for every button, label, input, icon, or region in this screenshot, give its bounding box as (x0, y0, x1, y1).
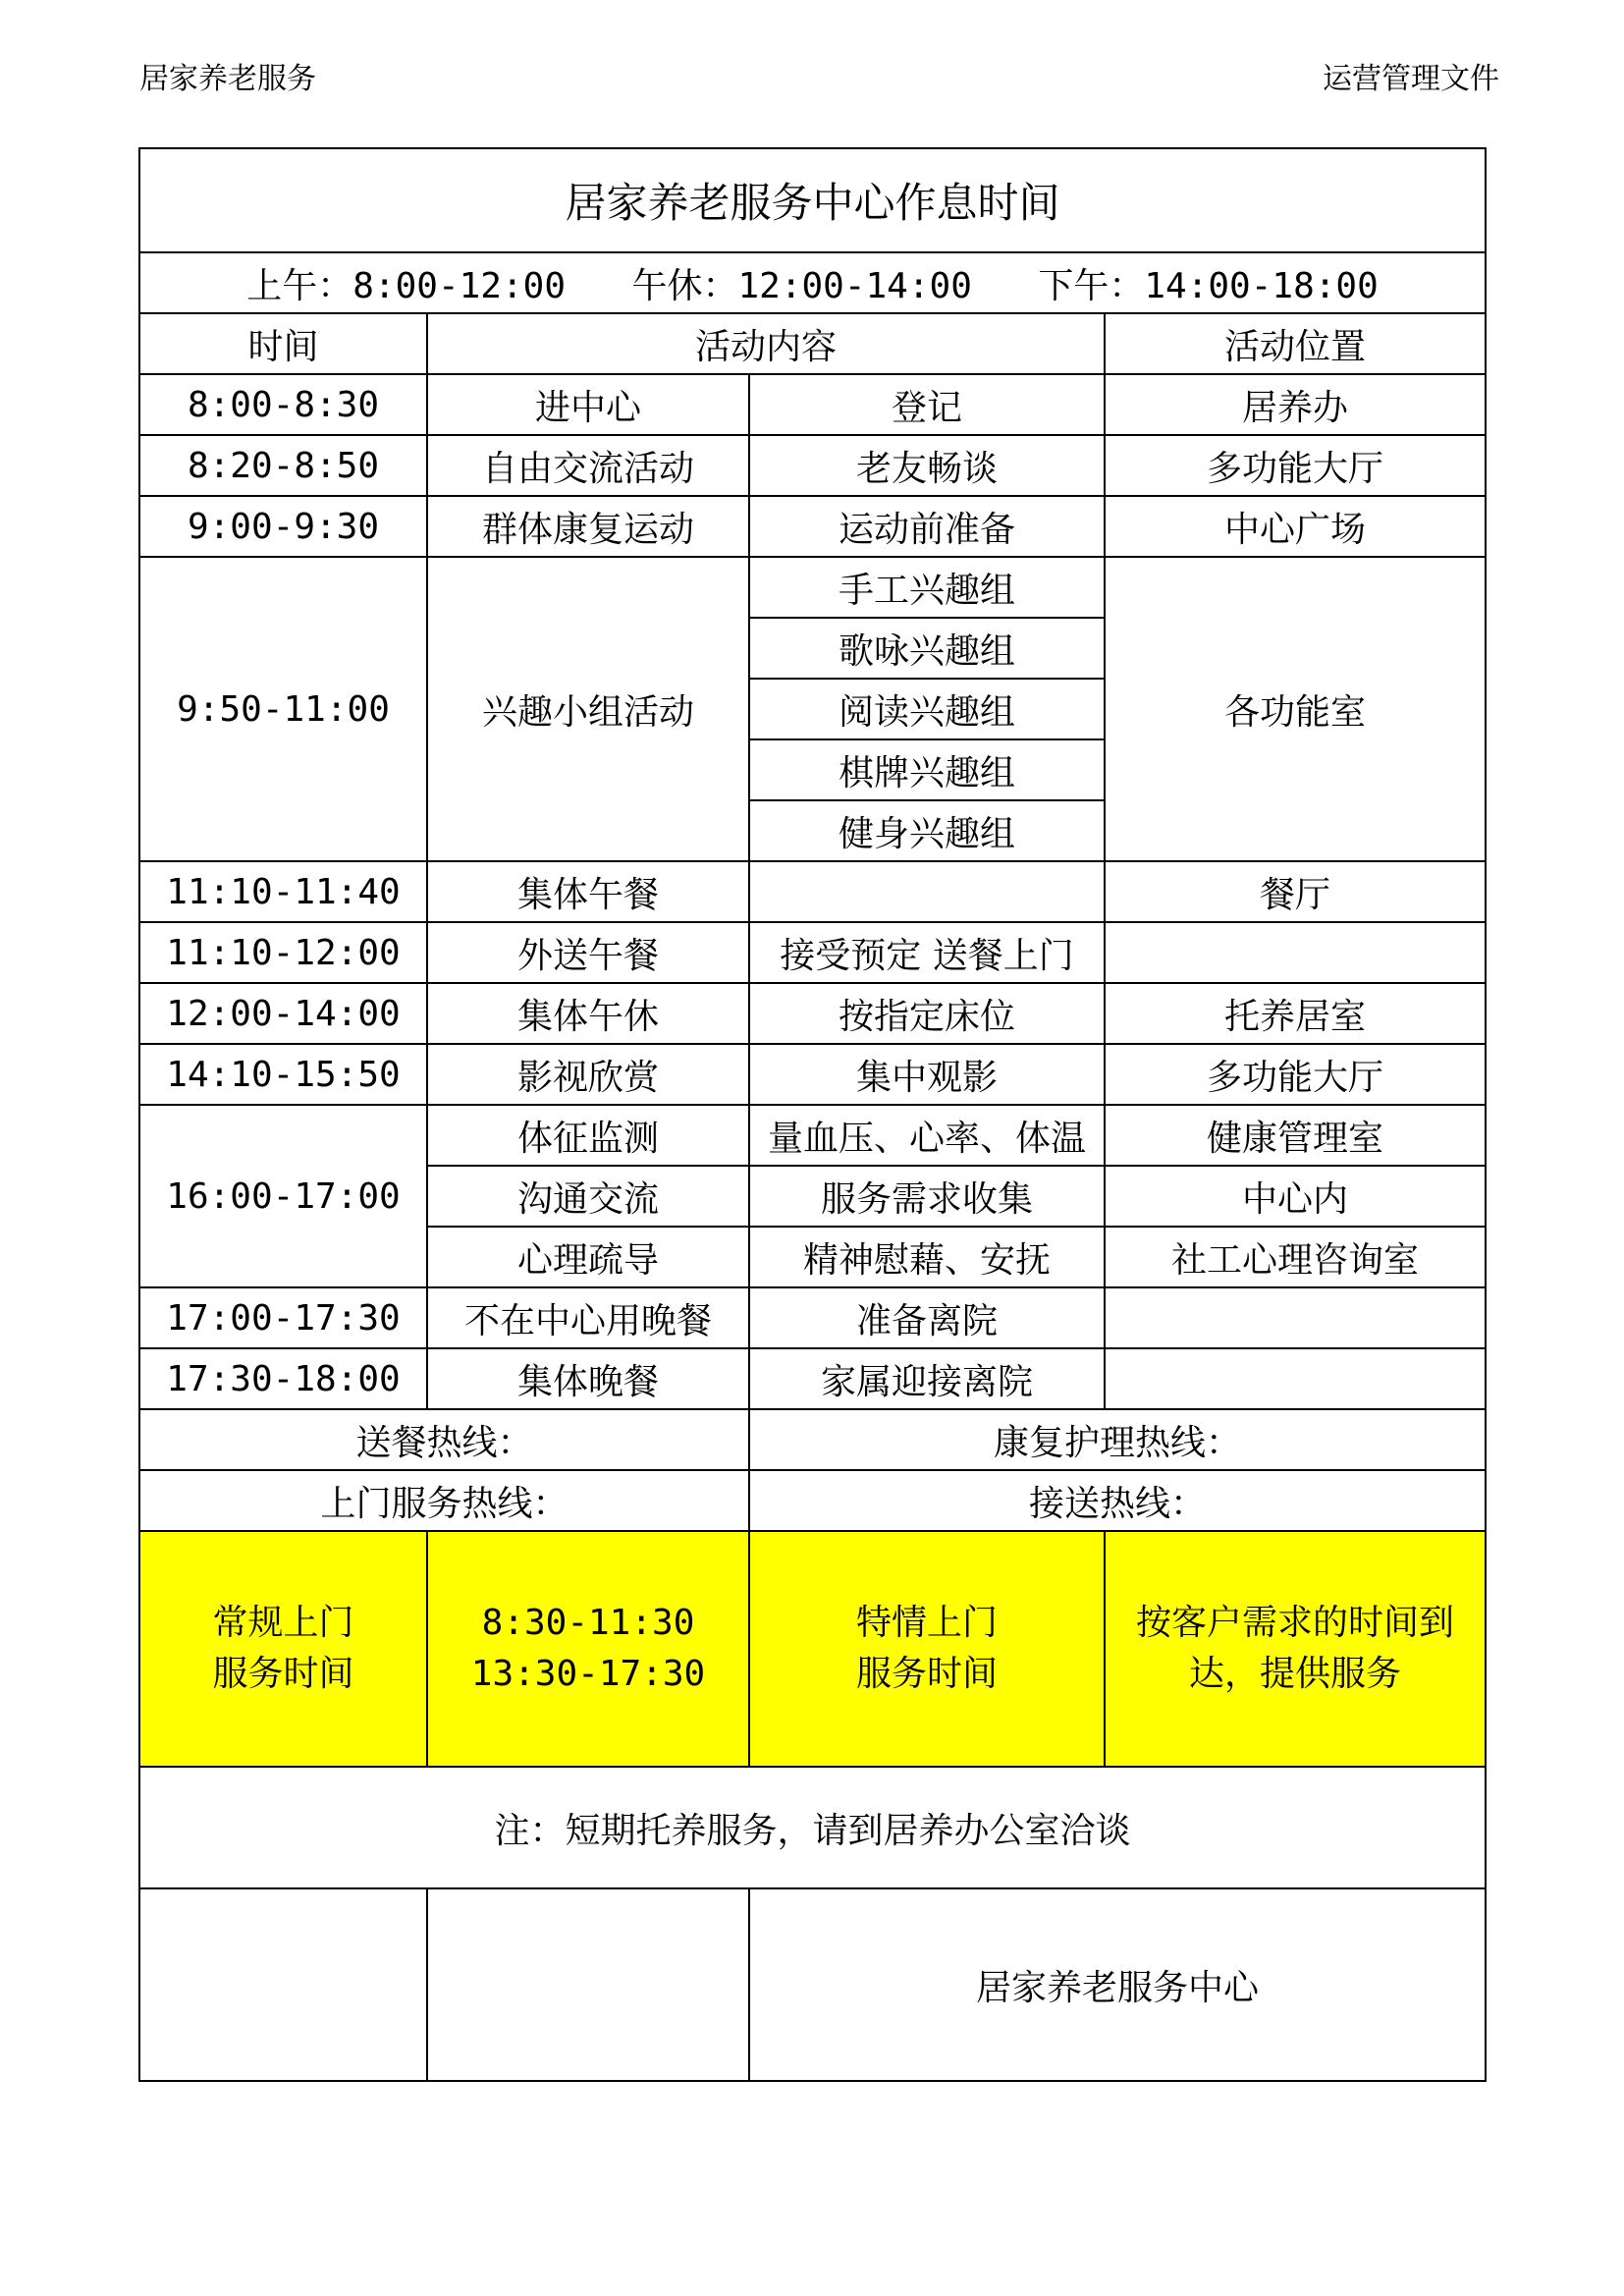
table-row (139, 983, 1486, 1044)
rehab-hotline: 康复护理热线： (749, 1409, 1486, 1470)
table-row (139, 1348, 1486, 1409)
detail-cell: 接受预定 送餐上门 (749, 922, 1105, 983)
location-cell (1105, 922, 1486, 983)
location-cell: 社工心理咨询室 (1105, 1227, 1486, 1287)
hotline-row (139, 1470, 1486, 1531)
activity-cell: 外送午餐 (427, 922, 749, 983)
activity-cell: 兴趣小组活动 (427, 557, 749, 861)
header-left: 居家养老服务 (139, 62, 316, 96)
detail-cell: 老友畅谈 (749, 435, 1105, 496)
note: 注：短期托养服务，请到居养办公室洽谈 (139, 1767, 1486, 1888)
meal-hotline: 送餐热线： (139, 1409, 749, 1470)
activity-cell: 群体康复运动 (427, 496, 749, 557)
detail-cell: 按指定床位 (749, 983, 1105, 1044)
location-cell: 托养居室 (1105, 983, 1486, 1044)
detail-cell: 家属迎接离院 (749, 1348, 1105, 1409)
home-service-hotline: 上门服务热线： (139, 1470, 749, 1531)
time-cell: 14:10-15:50 (139, 1044, 427, 1105)
activity-cell: 影视欣赏 (427, 1044, 749, 1105)
column-header-content: 活动内容 (427, 313, 1105, 374)
time-cell: 9:50-11:00 (139, 557, 427, 861)
activity-cell: 集体午餐 (427, 861, 749, 922)
time-cell: 9:00-9:30 (139, 496, 427, 557)
location-cell (1105, 1348, 1486, 1409)
time-cell: 11:10-11:40 (139, 861, 427, 922)
hotline-row (139, 1409, 1486, 1470)
interest-group-cell: 棋牌兴趣组 (749, 739, 1105, 800)
detail-cell: 运动前准备 (749, 496, 1105, 557)
activity-cell: 沟通交流 (427, 1166, 749, 1227)
interest-group-cell: 健身兴趣组 (749, 800, 1105, 861)
table-row (139, 922, 1486, 983)
special-service-label: 特情上门 服务时间 (749, 1531, 1105, 1767)
location-cell: 餐厅 (1105, 861, 1486, 922)
activity-cell: 集体晚餐 (427, 1348, 749, 1409)
table-row (139, 1287, 1486, 1348)
signature: 居家养老服务中心 (749, 1888, 1486, 2081)
detail-cell: 量血压、心率、体温 (749, 1105, 1105, 1166)
location-cell (1105, 1287, 1486, 1348)
location-cell: 多功能大厅 (1105, 435, 1486, 496)
time-cell: 16:00-17:00 (139, 1105, 427, 1287)
table-row (139, 861, 1486, 922)
time-cell: 17:00-17:30 (139, 1287, 427, 1348)
location-cell: 各功能室 (1105, 557, 1486, 861)
location-cell: 中心广场 (1105, 496, 1486, 557)
time-cell: 11:10-12:00 (139, 922, 427, 983)
interest-group-cell: 手工兴趣组 (749, 557, 1105, 618)
regular-service-times: 8:30-11:30 13:30-17:30 (427, 1531, 749, 1767)
activity-cell: 集体午休 (427, 983, 749, 1044)
morning-hours: 8:00-12:00 (352, 265, 566, 306)
footer-row (139, 1888, 1486, 2081)
column-header-location: 活动位置 (1105, 313, 1486, 374)
time-cell: 17:30-18:00 (139, 1348, 427, 1409)
footer-blank-cell (139, 1888, 427, 2081)
column-header-row (139, 313, 1486, 374)
location-cell: 健康管理室 (1105, 1105, 1486, 1166)
table-title: 居家养老服务中心作息时间 (139, 148, 1486, 252)
detail-cell (749, 861, 1105, 922)
table-row (139, 374, 1486, 435)
time-cell: 12:00-14:00 (139, 983, 427, 1044)
table-row (139, 1105, 1486, 1166)
service-time-row (139, 1531, 1486, 1767)
noon-hours: 12:00-14:00 (737, 265, 972, 306)
detail-cell: 集中观影 (749, 1044, 1105, 1105)
time-cell: 8:00-8:30 (139, 374, 427, 435)
table-row (139, 435, 1486, 496)
column-header-time: 时间 (139, 313, 427, 374)
schedule-table (138, 147, 1487, 2082)
location-cell: 中心内 (1105, 1166, 1486, 1227)
regular-service-label: 常规上门 服务时间 (139, 1531, 427, 1767)
interest-group-cell: 歌咏兴趣组 (749, 618, 1105, 679)
header-right: 运营管理文件 (1323, 62, 1499, 96)
time-cell: 8:20-8:50 (139, 435, 427, 496)
detail-cell: 服务需求收集 (749, 1166, 1105, 1227)
afternoon-hours: 14:00-18:00 (1144, 265, 1379, 306)
footer-blank-cell (427, 1888, 749, 2081)
activity-cell: 不在中心用晚餐 (427, 1287, 749, 1348)
location-cell: 居养办 (1105, 374, 1486, 435)
table-row (139, 1044, 1486, 1105)
transfer-hotline: 接送热线： (749, 1470, 1486, 1531)
detail-cell: 登记 (749, 374, 1105, 435)
activity-cell: 自由交流活动 (427, 435, 749, 496)
location-cell: 多功能大厅 (1105, 1044, 1486, 1105)
table-row (139, 496, 1486, 557)
activity-cell: 体征监测 (427, 1105, 749, 1166)
activity-cell: 进中心 (427, 374, 749, 435)
hours-summary: 上午：8:00-12:00 午休：12:00-14:00 下午：14:00-18:00 (139, 252, 1486, 313)
detail-cell: 准备离院 (749, 1287, 1105, 1348)
table-row (139, 557, 1486, 618)
interest-group-cell: 阅读兴趣组 (749, 679, 1105, 739)
special-service-desc: 按客户需求的时间到达，提供服务 (1105, 1531, 1486, 1767)
activity-cell: 心理疏导 (427, 1227, 749, 1287)
detail-cell: 精神慰藉、安抚 (749, 1227, 1105, 1287)
